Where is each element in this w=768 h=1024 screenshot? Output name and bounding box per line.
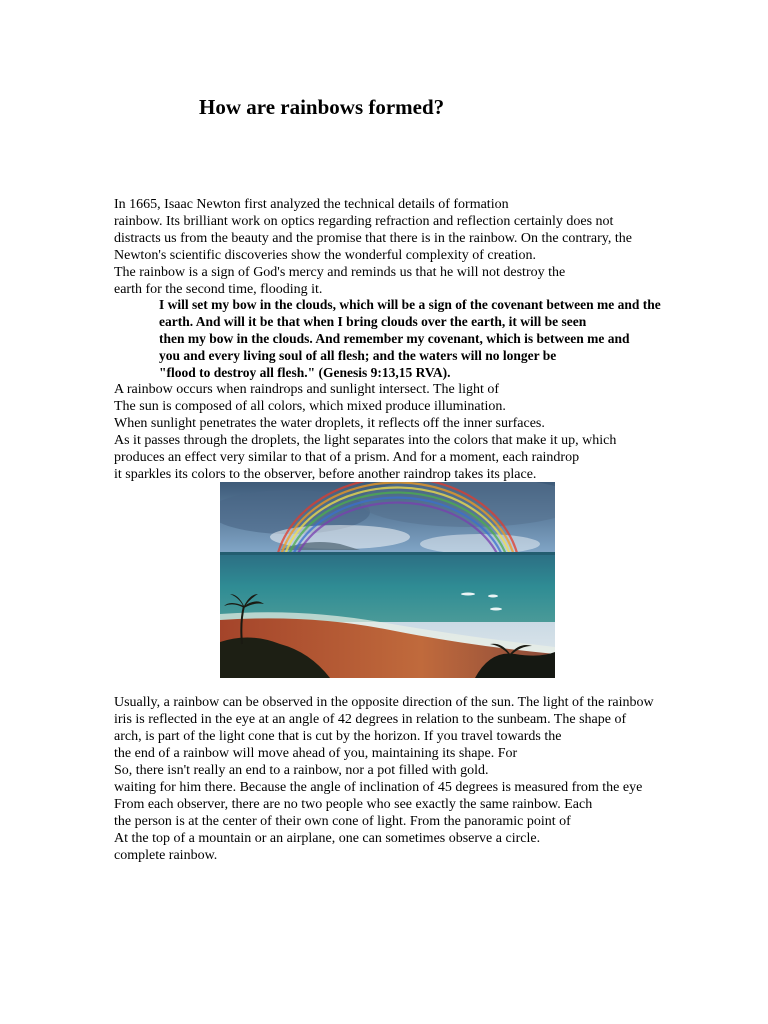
- text-line: distracts us from the beauty and the promise that there is in the rainbow. On the contrary, the: [114, 231, 632, 246]
- page-title: How are rainbows formed?: [199, 95, 445, 119]
- text-line: The rainbow is a sign of God's mercy and reminds us that he will not destroy the: [114, 265, 566, 280]
- text-line: it sparkles its colors to the observer, before another raindrop takes its place.: [114, 467, 537, 482]
- text-line: As it passes through the droplets, the light separates into the colors that make it up, which: [114, 433, 617, 448]
- text-line: the end of a rainbow will move ahead of you, maintaining its shape. For: [114, 746, 518, 761]
- text-line: waiting for him there. Because the angle of inclination of 45 degrees is measured from the eye: [114, 780, 643, 795]
- text-line: So, there isn't really an end to a rainbow, nor a pot filled with gold.: [114, 763, 489, 778]
- text-line: complete rainbow.: [114, 848, 218, 863]
- text-line: Usually, a rainbow can be observed in the opposite direction of the sun. The light of the rainbow: [114, 695, 654, 710]
- text-line: The sun is composed of all colors, which mixed produce illumination.: [114, 399, 506, 414]
- text-line: rainbow. Its brilliant work on optics regarding refraction and reflection certainly does not: [114, 214, 614, 229]
- quote-line: you and every living soul of all flesh; and the waters will no longer be: [159, 348, 557, 363]
- text-line: From each observer, there are no two people who see exactly the same rainbow. Each: [114, 797, 593, 812]
- text-line: Newton's scientific discoveries show the wonderful complexity of creation.: [114, 248, 537, 263]
- text-line: At the top of a mountain or an airplane, one can sometimes observe a circle.: [114, 831, 541, 846]
- text-line: When sunlight penetrates the water droplets, it reflects off the inner surfaces.: [114, 416, 545, 431]
- intro-paragraph: [114, 196, 684, 298]
- quote-line: earth. And will it be that when I bring clouds over the earth, it will be seen: [159, 314, 587, 329]
- rainbow-beach-photo: [220, 482, 555, 678]
- text-line: iris is reflected in the eye at an angle of 42 degrees in relation to the sunbeam. The shape of: [114, 712, 627, 727]
- text-line: In 1665, Isaac Newton first analyzed the technical details of formation: [114, 197, 509, 212]
- closing-paragraph: [114, 694, 684, 864]
- text-line: the person is at the center of their own cone of light. From the panoramic point of: [114, 814, 571, 829]
- quote-line: I will set my bow in the clouds, which will be a sign of the covenant between me and the: [159, 297, 661, 312]
- text-line: produces an effect very similar to that of a prism. And for a moment, each raindrop: [114, 450, 580, 465]
- quote-line: then my bow in the clouds. And remember my covenant, which is between me and: [159, 331, 630, 346]
- text-line: arch, is part of the light cone that is cut by the horizon. If you travel towards the: [114, 729, 562, 744]
- formation-paragraph: [114, 381, 684, 483]
- text-line: earth for the second time, flooding it.: [114, 282, 323, 297]
- bible-quote: [159, 296, 661, 381]
- quote-line: "flood to destroy all flesh." (Genesis 9:13,15 RVA).: [159, 365, 451, 380]
- text-line: A rainbow occurs when raindrops and sunlight intersect. The light of: [114, 382, 500, 397]
